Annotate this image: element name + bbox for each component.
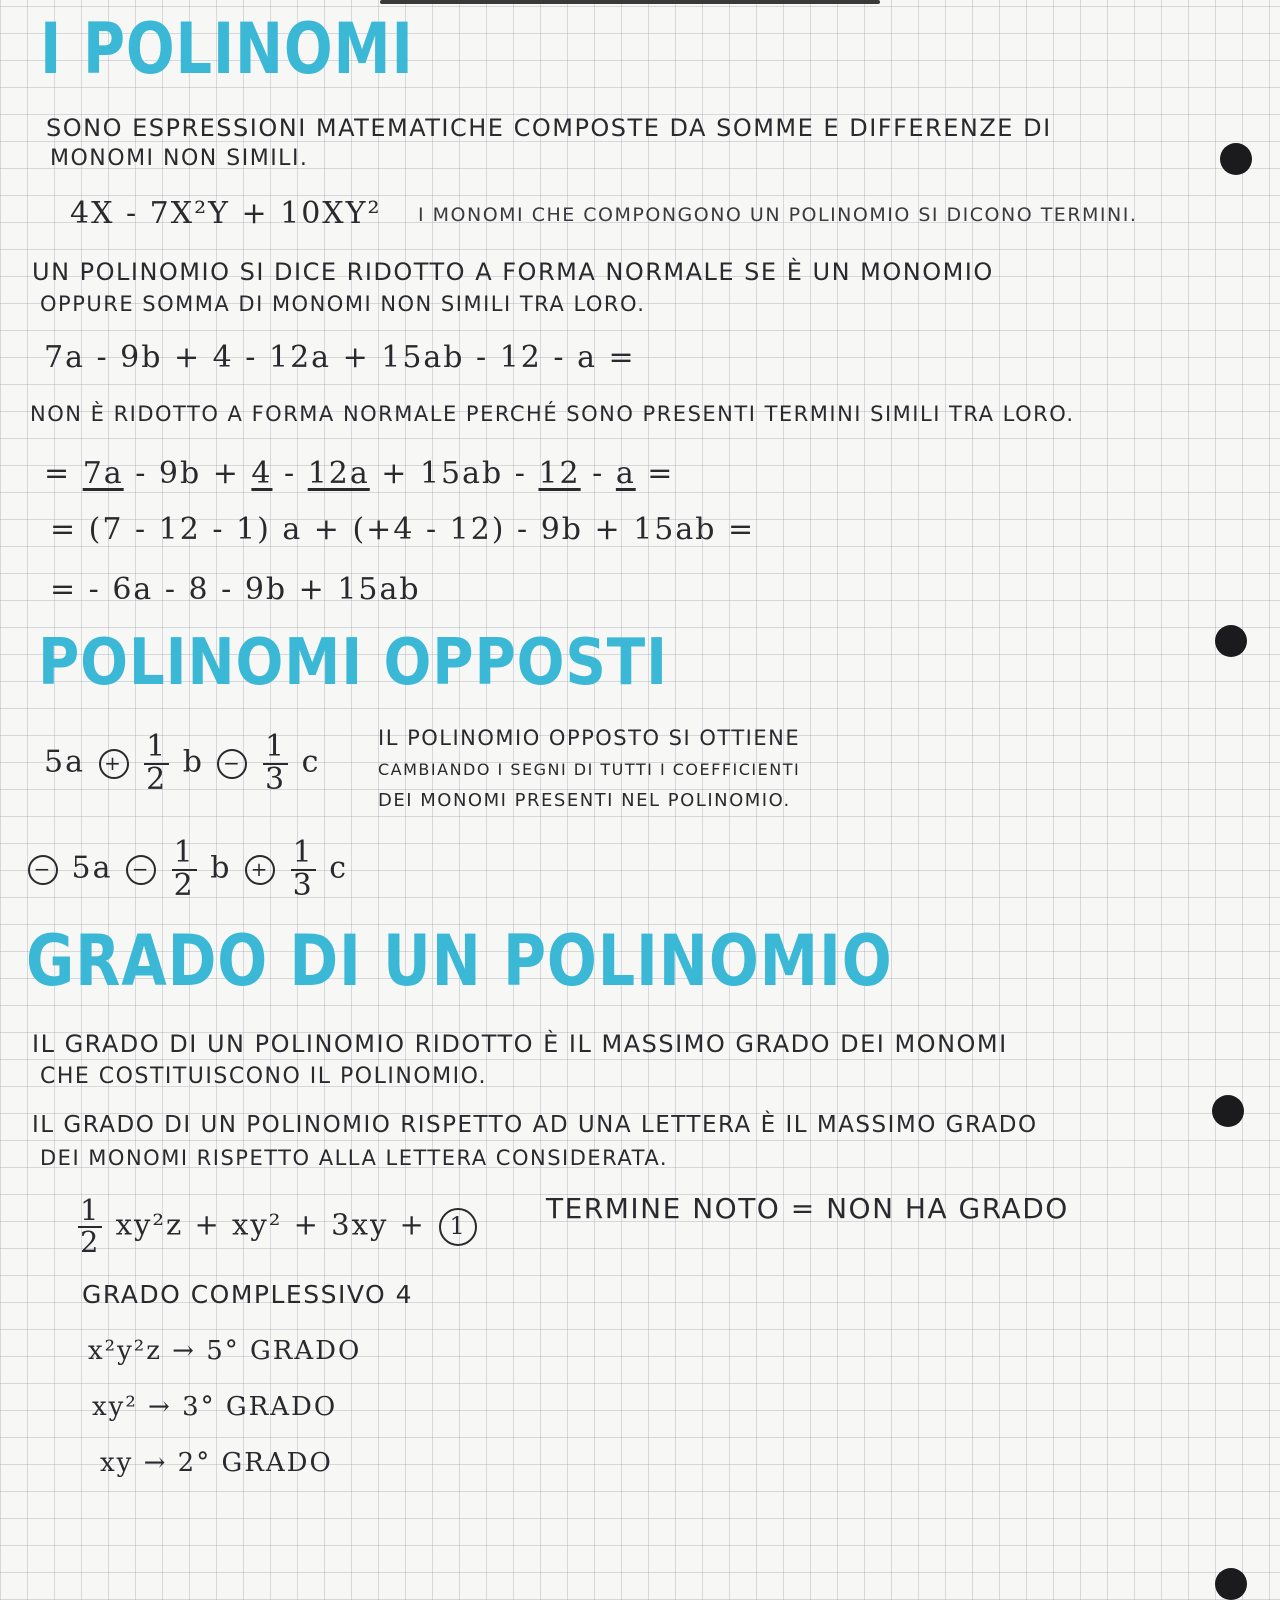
denominator: 2 (80, 1225, 101, 1259)
definition-line: OPPURE SOMMA DI MONOMI NON SIMILI TRA LORO. (40, 292, 646, 316)
example-note: I MONOMI CHE COMPONGONO UN POLINOMIO SI DICONO TERMINI. (418, 204, 1138, 226)
numerator: 1 (292, 835, 314, 870)
degree-item: x²y²z → 5° GRADO (88, 1336, 362, 1366)
step-term: a (615, 456, 636, 491)
terms: xy²z + xy² + 3xy + (115, 1207, 426, 1242)
binder-hole (1220, 143, 1252, 175)
example-polynomial-degree (76, 1193, 479, 1259)
numerator: 1 (80, 1193, 101, 1227)
note-line: CAMBIANDO I SEGNI DI TUTTI I COEFFICIENTI (378, 760, 801, 779)
fraction (291, 835, 316, 903)
degree-item: xy² → 3° GRADO (92, 1392, 338, 1422)
polynomial (44, 729, 321, 797)
total-degree: GRADO COMPLESSIVO 4 (82, 1280, 414, 1309)
binder-hole (1212, 1095, 1244, 1127)
term: 5a (71, 850, 113, 886)
step-term: = (635, 456, 675, 491)
opposite-polynomial (26, 835, 349, 903)
term: c (301, 744, 321, 780)
term: b (182, 744, 204, 780)
note-line: IL POLINOMIO OPPOSTO SI OTTIENE (378, 726, 801, 750)
sign-circle: − (217, 749, 247, 779)
page-top-edge (380, 0, 880, 4)
sign-circle: + (245, 855, 275, 885)
constant-circle: 1 (439, 1208, 477, 1246)
fraction (144, 729, 169, 797)
step-term: 12 (538, 456, 581, 491)
degree-item: xy → 2° GRADO (100, 1448, 333, 1478)
section-title: POLINOMI OPPOSTI (38, 626, 668, 700)
denominator: 2 (146, 762, 168, 797)
step-term: - (272, 456, 308, 491)
numerator: 1 (265, 729, 287, 764)
page-title: I POLINOMI (40, 8, 414, 90)
fraction (263, 729, 288, 797)
sign-circle: − (126, 855, 156, 885)
step-term: 7a (82, 456, 124, 491)
section-title: GRADO DI UN POLINOMIO (26, 920, 893, 1002)
step-term: - 9b + (123, 456, 252, 491)
binder-hole (1215, 625, 1247, 657)
step-term: 12a (307, 456, 370, 491)
explanation-line: NON È RIDOTTO A FORMA NORMALE PERCHÉ SONO PRESENTI TERMINI SIMILI TRA LORO. (30, 402, 1075, 426)
equals-sign: = (44, 456, 72, 491)
denominator: 3 (292, 868, 314, 903)
definition-line: UN POLINOMIO SI DICE RIDOTTO A FORMA NORMALE SE È UN MONOMIO (32, 258, 994, 286)
note-line: DEI MONOMI PRESENTI NEL POLINOMIO. (378, 790, 791, 811)
definition-line: CHE COSTITUISCONO IL POLINOMIO. (40, 1064, 488, 1089)
numerator: 1 (173, 835, 195, 870)
step-line-2: = (7 - 12 - 1) a + (+4 - 12) - 9b + 15ab = (50, 512, 756, 547)
step-term: + 15ab - (369, 456, 539, 491)
example-expression: 7a - 9b + 4 - 12a + 15ab - 12 - a = (44, 340, 636, 375)
constant-note: TERMINE NOTO = NON HA GRADO (546, 1192, 1069, 1225)
definition-line: DEI MONOMI RISPETTO ALLA LETTERA CONSIDERATA. (40, 1146, 669, 1170)
term: c (329, 850, 349, 886)
definition-line: MONOMI NON SIMILI. (50, 146, 309, 171)
fraction (78, 1193, 102, 1259)
step-term: - (580, 456, 616, 491)
fraction (172, 835, 197, 903)
example-polynomial: 4X - 7X²Y + 10XY² (70, 196, 382, 231)
denominator: 3 (265, 762, 287, 797)
sign-circle: − (28, 855, 58, 885)
definition-line: SONO ESPRESSIONI MATEMATICHE COMPOSTE DA SOMME E DIFFERENZE DI (46, 114, 1052, 142)
binder-hole (1215, 1568, 1247, 1600)
sign-circle: + (99, 749, 129, 779)
definition-line: IL GRADO DI UN POLINOMIO RIDOTTO È IL MASSIMO GRADO DEI MONOMI (32, 1030, 1008, 1058)
numerator: 1 (146, 729, 168, 764)
denominator: 2 (173, 868, 195, 903)
step-line-3: = - 6a - 8 - 9b + 15ab (50, 572, 421, 607)
term: 5a (44, 744, 85, 780)
step-line-1 (44, 456, 674, 491)
definition-line: IL GRADO DI UN POLINOMIO RISPETTO AD UNA LETTERA È IL MASSIMO GRADO (32, 1112, 1038, 1138)
term: b (210, 850, 232, 886)
step-term: 4 (251, 456, 273, 491)
